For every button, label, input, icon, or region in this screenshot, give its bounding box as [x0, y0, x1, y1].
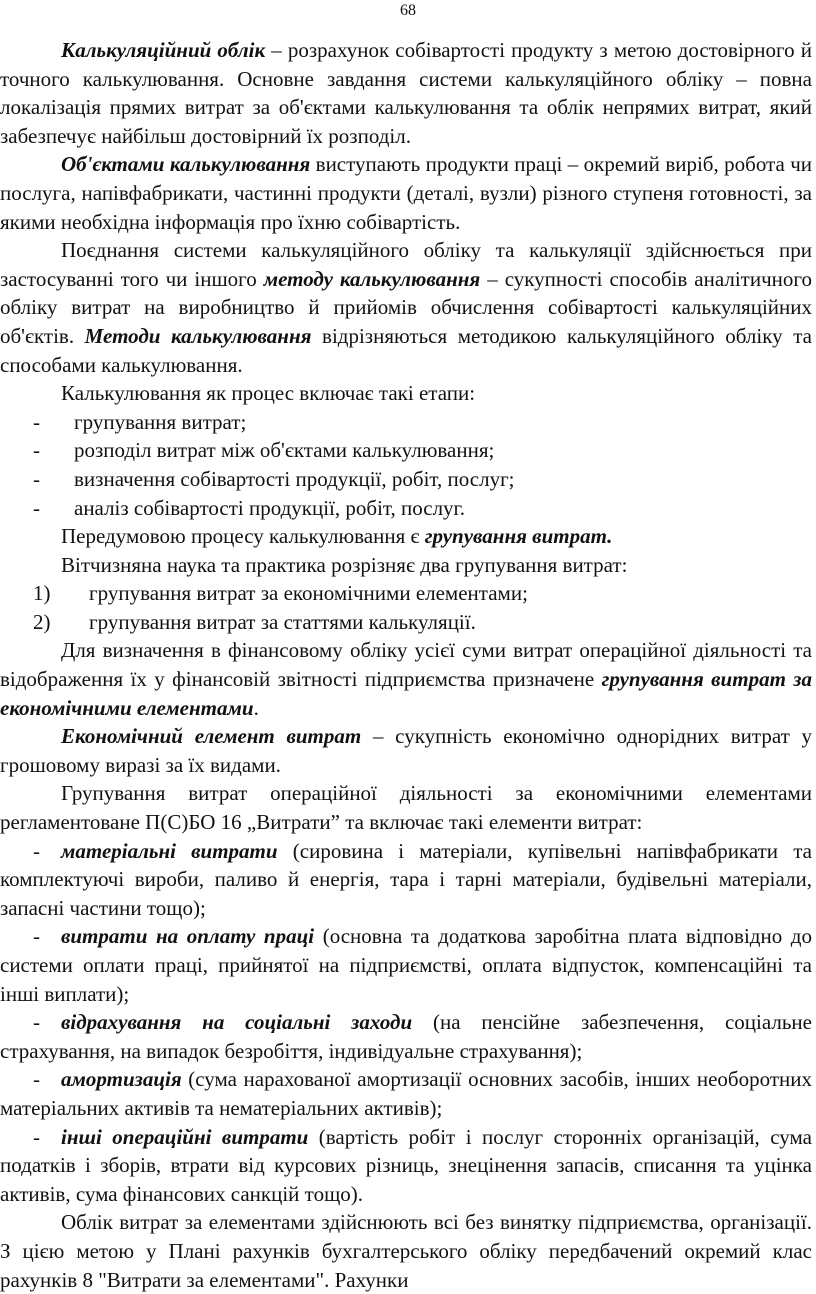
list-item: - розподіл витрат між об'єктами калькулювання; — [33, 438, 495, 463]
paragraph-accounts-class: Облік витрат за елементами здійснюють всі без винятку підприємства, організації. З цією метою у Плані рахунків бухгалтерського обліку передбачений окремий клас рахунків 8 "Витрати за елементами". Рахунки — [0, 1210, 812, 1292]
page-number: 68 — [400, 2, 416, 19]
paragraph-stages-intro: Калькулювання як процес включає такі етапи: — [61, 381, 476, 406]
list-item: - витрати на оплату праці (основна та додаткова заробітна плата відповідно до системи оплати праці, прийнятої на підприємстві, оплата відпусток, компенсаційні та інші виплати); — [0, 924, 812, 1006]
list-item: - амортизація (сума нарахованої амортизації основних засобів, інших необоротних матеріальних активів та нематеріальних активів); — [0, 1067, 812, 1120]
document-body — [0, 36, 812, 1294]
list-item: - інші операційні витрати (вартість робіт і послуг сторонніх організацій, сума податків і зборів, втрати від курсових різниць, знецінення запасів, списання та уцінка активів, сума фінансових санкцій тощо). — [0, 1124, 812, 1206]
term-calc-methods: Методи калькулювання — [84, 323, 312, 348]
term-cost-grouping: групування витрат. — [424, 524, 613, 549]
paragraph-calc-methods: Поєднання системи калькуляційного обліку та калькуляції здійснюється при застосуванні того чи іншого методу калькулювання – сукупності способів аналітичного обліку витрат на виробництво й прийомів обчислення собівартості калькуляційних об'єктів. Методи калькулювання відрізняються методикою калькуляційного обліку та способами калькулювання. — [0, 238, 812, 377]
list-item: - відрахування на соціальні заходи (на пенсійне забезпечення, соціальне страхування, на випадок безробіття, індивідуальне страхування); — [0, 1010, 812, 1063]
term-calc-accounting: Калькуляційний облік — [61, 38, 266, 62]
list-item: 2) групування витрат за статтями калькуляції. — [33, 609, 476, 634]
list-item: - групування витрат; — [33, 409, 247, 434]
paragraph-two-groupings: Вітчизняна наука та практика розрізняє два групування витрат: — [61, 552, 628, 577]
paragraph-calc-accounting: Калькуляційний облік – розрахунок собівартості продукту з метою достовірного й точного калькулювання. Основне завдання системи калькуляційного обліку – повна локалізація прямих витрат за об'єктами калькулювання та облік непрямих витрат, який забезпечує найбільш достовірний їх розподіл. — [0, 38, 812, 148]
paragraph-financial-accounting: Для визначення в фінансовому обліку усієї суми витрат операційної діяльності та відображення їх у фінансовій звітності підприємства призначене групування витрат за економічними елементами. — [0, 638, 812, 720]
paragraph-regulation: Групування витрат операційної діяльності за економічними елементами регламентоване П(С)БО 16 „Витрати” та включає такі елементи витрат: — [0, 781, 812, 835]
term-calc-objects: Об'єктами калькулювання — [61, 152, 311, 177]
paragraph-prerequisite: Передумовою процесу калькулювання є групування витрат. — [61, 524, 613, 549]
term-grouping-by-elements: групування витрат за економічними елементами — [0, 667, 812, 720]
list-item: 1) групування витрат за економічними елементами; — [33, 581, 528, 606]
list-item: - визначення собівартості продукції, робіт, послуг; — [33, 466, 515, 491]
paragraph-calc-objects: Об'єктами калькулювання виступають продукти праці – окремий виріб, робота чи послуга, напівфабрикати, частинні продукти (деталі, вузли) різного ступеня готовності, за якими необхідна інформація про їхню собівартість. — [0, 152, 812, 234]
paragraph-economic-element: Економічний елемент витрат – сукупність економічно однорідних витрат у грошовому виразі за їх видами. — [0, 724, 812, 777]
term-calc-method: методу калькулювання — [263, 266, 481, 291]
term-economic-element: Економічний елемент витрат — [61, 724, 362, 749]
list-item: - матеріальні витрати (сировина і матеріали, купівельні напівфабрикати та комплектуючі вироби, паливо й енергія, тара і тарні матеріали, будівельні матеріали, запасні частини тощо); — [0, 838, 812, 920]
list-item: - аналіз собівартості продукції, робіт, послуг. — [33, 495, 466, 520]
